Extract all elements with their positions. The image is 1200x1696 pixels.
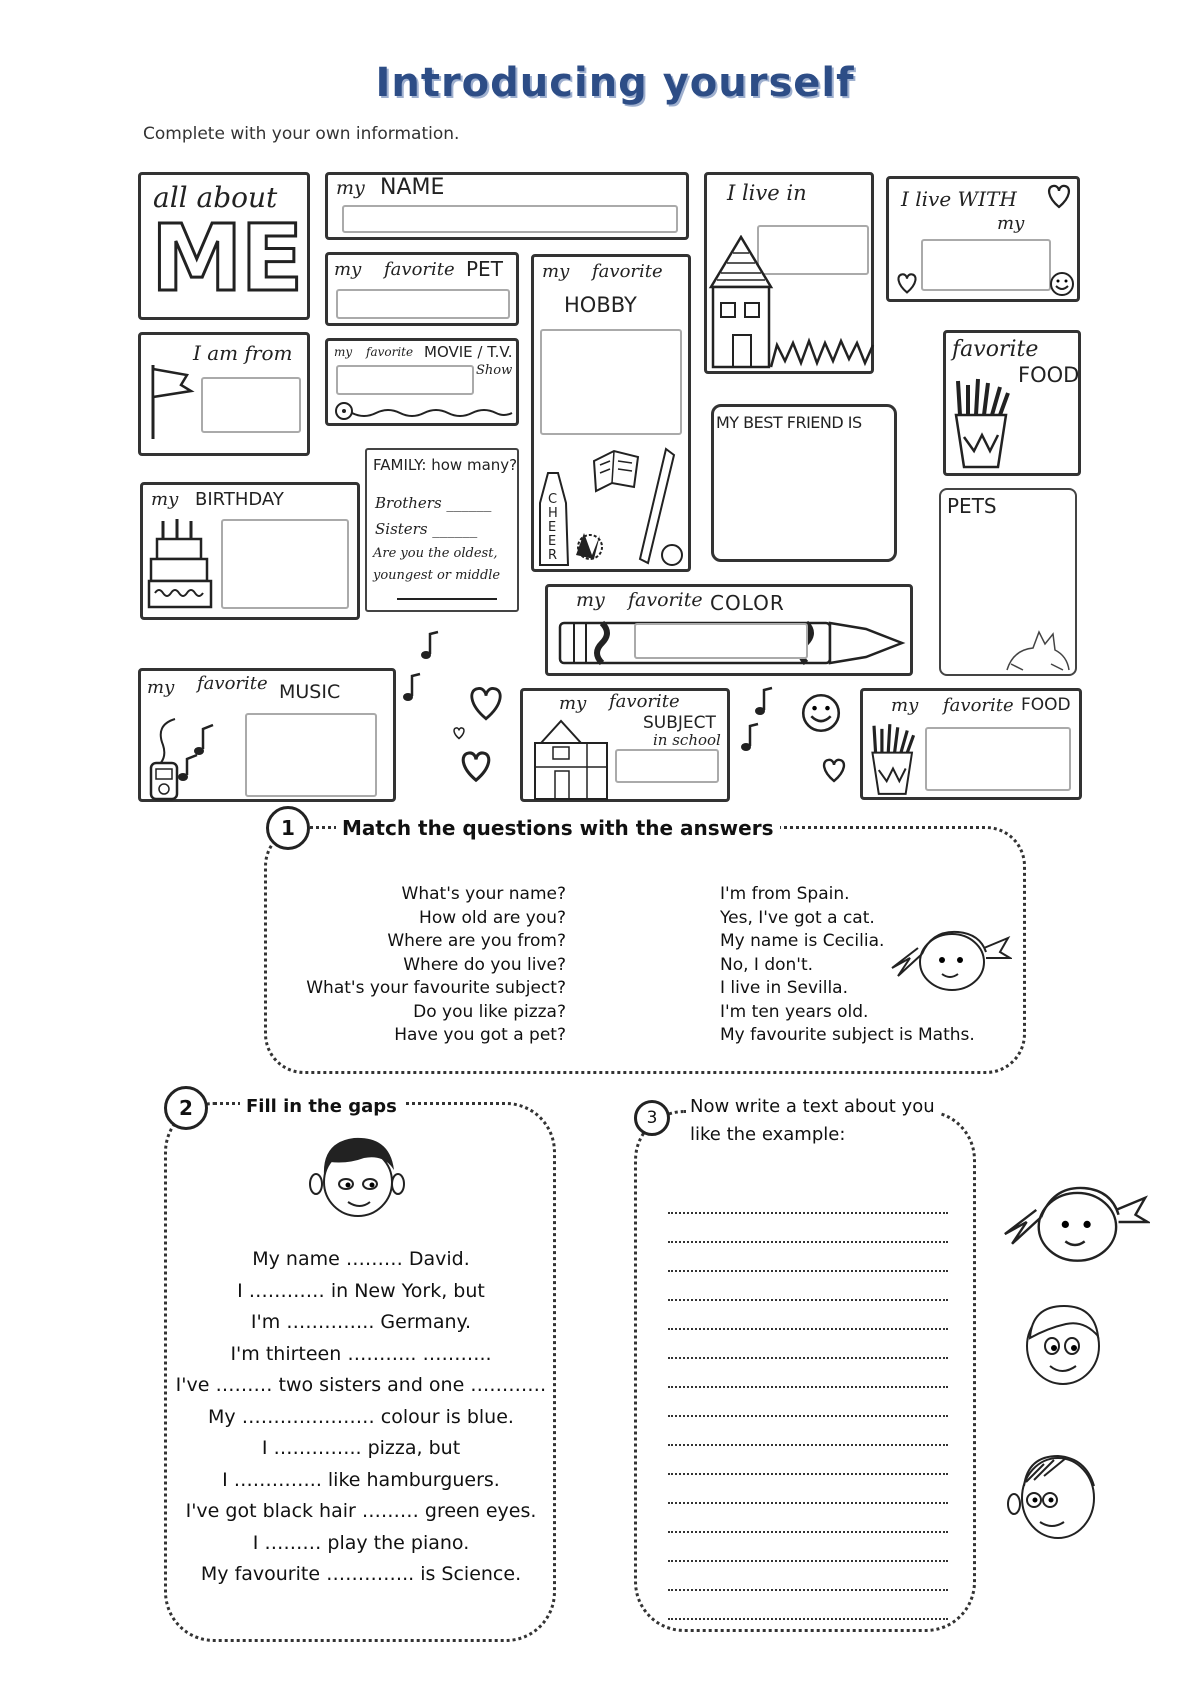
fav-subject-field[interactable] (615, 749, 719, 783)
writing-line[interactable] (668, 1357, 948, 1359)
fav-music-field[interactable] (245, 713, 377, 797)
best-friend-box (711, 404, 897, 562)
family-question-1: Are you the oldest, (373, 546, 498, 561)
question-item: What's your name? (401, 884, 566, 904)
writing-line[interactable] (668, 1444, 948, 1446)
fill-gaps-list (166, 1244, 556, 1591)
color-my: my (576, 589, 605, 611)
answer-item: I'm ten years old. (720, 1001, 869, 1022)
heart-icon (466, 684, 506, 722)
section-1-number: 1 (266, 806, 310, 850)
writing-line[interactable] (668, 1212, 948, 1214)
live-with-label: I live WITH (901, 187, 1017, 211)
gap-sentence: I've got black hair ……… green eyes. (185, 1500, 537, 1522)
movie-show: Show (476, 363, 513, 378)
answer-item: I live in Sevilla. (720, 978, 848, 998)
fav-pet-field[interactable] (336, 289, 510, 319)
am-from-field[interactable] (201, 377, 301, 433)
hobby-field[interactable] (540, 329, 682, 435)
fav-subject-box (520, 688, 730, 802)
fav-hobby-box (531, 254, 691, 572)
fav-movie-field[interactable] (336, 365, 474, 395)
hobby-my: my (542, 261, 570, 282)
best-friend-label: MY BEST FRIEND IS (716, 413, 862, 432)
gap-sentence: I ………….. like hamburguers. (222, 1468, 500, 1491)
subject-my: my (559, 693, 587, 714)
family-question-2: youngest or middle (373, 568, 501, 583)
school-icon (527, 717, 613, 801)
hobby-favorite: favorite (592, 261, 663, 282)
gap-sentence: My name ……… David. (252, 1248, 470, 1270)
film-reel-icon (334, 399, 514, 423)
gap-sentence: I'm ………….. Germany. (250, 1311, 472, 1333)
question-item: Have you got a pet? (394, 1025, 566, 1045)
section-3-frame (634, 1110, 976, 1632)
girl-face-icon (1000, 1170, 1150, 1274)
writing-line[interactable] (668, 1560, 948, 1562)
question-item: What's your favourite subject? (306, 978, 566, 998)
my-name-my: my (336, 177, 365, 199)
gap-sentence: I've ……… two sisters and one ………… (175, 1374, 547, 1396)
pets-box (939, 488, 1077, 676)
smiley-icon (1049, 271, 1075, 297)
section-1-title: Match the questions with the answers (336, 816, 780, 840)
gap-sentence: My ………………… colour is blue. (208, 1405, 514, 1428)
questions-column (270, 883, 566, 1048)
color-label: COLOR (710, 591, 785, 615)
heart-icon (458, 748, 494, 784)
movie-my: my (334, 345, 353, 359)
boy-face-icon (308, 1128, 408, 1224)
answer-item: My name is Cecilia. (720, 931, 885, 951)
food2-my: my (891, 695, 919, 716)
subject-in-school: in school (653, 731, 721, 749)
am-from-box (138, 332, 310, 456)
fries-icon (950, 375, 1014, 471)
cat-icon (1003, 620, 1075, 674)
writing-line[interactable] (668, 1502, 948, 1504)
heart-icon (452, 726, 466, 740)
writing-line[interactable] (668, 1299, 948, 1301)
live-in-label: I live in (727, 181, 807, 205)
section-2-title: Fill in the gaps (240, 1096, 403, 1117)
fav-music-box (138, 668, 396, 802)
music-label: MUSIC (279, 681, 341, 703)
subject-label: SUBJECT (643, 713, 716, 733)
me-label: ME (151, 205, 302, 312)
smiley-icon (800, 692, 842, 734)
family-box (365, 448, 519, 612)
live-in-box (704, 172, 874, 374)
hobby-label: HOBBY (564, 293, 637, 317)
music-favorite: favorite (197, 673, 268, 694)
fav-pet-label: PET (466, 257, 503, 281)
heart-icon (1045, 183, 1073, 209)
question-item: How old are you? (419, 907, 566, 928)
mp3-player-icon (145, 715, 235, 801)
fav-pet-box (325, 252, 519, 326)
writing-line[interactable] (668, 1415, 948, 1417)
writing-line[interactable] (668, 1531, 948, 1533)
family-sisters: Sisters ______ (375, 520, 478, 538)
fav-food-label: FOOD (1018, 363, 1080, 387)
music-note-icon (418, 630, 440, 660)
my-name-label: NAME (380, 175, 445, 200)
gap-sentence: My favourite ………….. is Science. (200, 1563, 522, 1585)
question-item: Where do you live? (403, 954, 566, 975)
fav-pet-favorite: favorite (384, 259, 455, 280)
writing-line[interactable] (668, 1589, 948, 1591)
birthday-my: my (151, 489, 179, 510)
fav-food-2-box (860, 688, 1082, 800)
movie-label: MOVIE / T.V. (424, 343, 513, 361)
writing-line[interactable] (668, 1618, 948, 1620)
section-2-number: 2 (164, 1086, 208, 1130)
live-with-box (886, 176, 1080, 302)
writing-line[interactable] (668, 1270, 948, 1272)
girl-face-icon (888, 918, 1012, 1002)
answer-item: I'm from Spain. (720, 884, 850, 904)
fav-food-favorite: favorite (952, 337, 1039, 362)
music-note-icon (400, 672, 422, 702)
boy-face-icon (1004, 1446, 1104, 1546)
writing-line[interactable] (668, 1386, 948, 1388)
page-title: Introducing yourself (375, 60, 855, 106)
gap-sentence: I ………… in New York, but (237, 1279, 485, 1302)
question-item: Where are you from? (387, 931, 566, 951)
family-title: FAMILY: how many? (373, 456, 518, 474)
cheer-label: CHEER (548, 492, 558, 563)
live-with-field[interactable] (921, 239, 1051, 291)
fav-color-box (545, 584, 913, 676)
fav-movie-box (325, 338, 519, 426)
birthday-box (140, 482, 360, 620)
music-my: my (147, 677, 175, 698)
writing-line[interactable] (668, 1241, 948, 1243)
writing-line[interactable] (668, 1473, 948, 1475)
birthday-label: BIRTHDAY (195, 489, 284, 510)
answer-item: Yes, I've got a cat. (720, 907, 875, 928)
food2-label: FOOD (1021, 695, 1071, 715)
fries-icon (865, 721, 921, 797)
gap-sentence: I ……… play the piano. (252, 1531, 470, 1554)
fav-food-box (943, 330, 1081, 476)
heart-icon (820, 756, 848, 784)
house-icon (707, 235, 875, 371)
music-note-icon (738, 722, 760, 752)
all-about-me-box (138, 172, 310, 320)
movie-favorite: favorite (366, 345, 414, 359)
section-3-title-line-1: Now write a text about you (686, 1096, 939, 1117)
pets-label: PETS (947, 494, 997, 518)
boy-face-icon (1018, 1298, 1108, 1390)
my-name-box (325, 172, 689, 240)
gap-sentence: I ………….. pizza, but (261, 1437, 461, 1459)
instruction-text: Complete with your own information. (143, 124, 460, 144)
answer-item: No, I don't. (720, 954, 814, 975)
answer-item: My favourite subject is Maths. (720, 1025, 975, 1045)
birthday-field[interactable] (221, 519, 349, 609)
fav-food-2-field[interactable] (925, 727, 1071, 791)
family-answer-line (397, 598, 497, 600)
writing-line[interactable] (668, 1328, 948, 1330)
birthday-cake-icon (147, 513, 213, 613)
am-from-label: I am from (193, 341, 293, 365)
question-item: Do you like pizza? (413, 1001, 566, 1022)
color-favorite: favorite (628, 589, 703, 611)
name-field[interactable] (342, 205, 678, 233)
music-note-icon (752, 686, 774, 716)
fav-color-field[interactable] (634, 623, 808, 659)
flag-icon (147, 361, 195, 441)
all-about-label: all about (153, 181, 278, 214)
gap-sentence: I'm thirteen ……….. ……….. (230, 1342, 492, 1365)
food2-favorite: favorite (943, 695, 1014, 716)
family-brothers: Brothers ______ (375, 494, 492, 512)
section-3-number: 3 (634, 1100, 670, 1136)
heart-icon (895, 271, 919, 295)
subject-favorite: favorite (609, 691, 680, 712)
fav-pet-my: my (334, 259, 362, 280)
live-with-my: my (997, 213, 1025, 234)
section-3-title-line-2: like the example: (686, 1124, 849, 1145)
